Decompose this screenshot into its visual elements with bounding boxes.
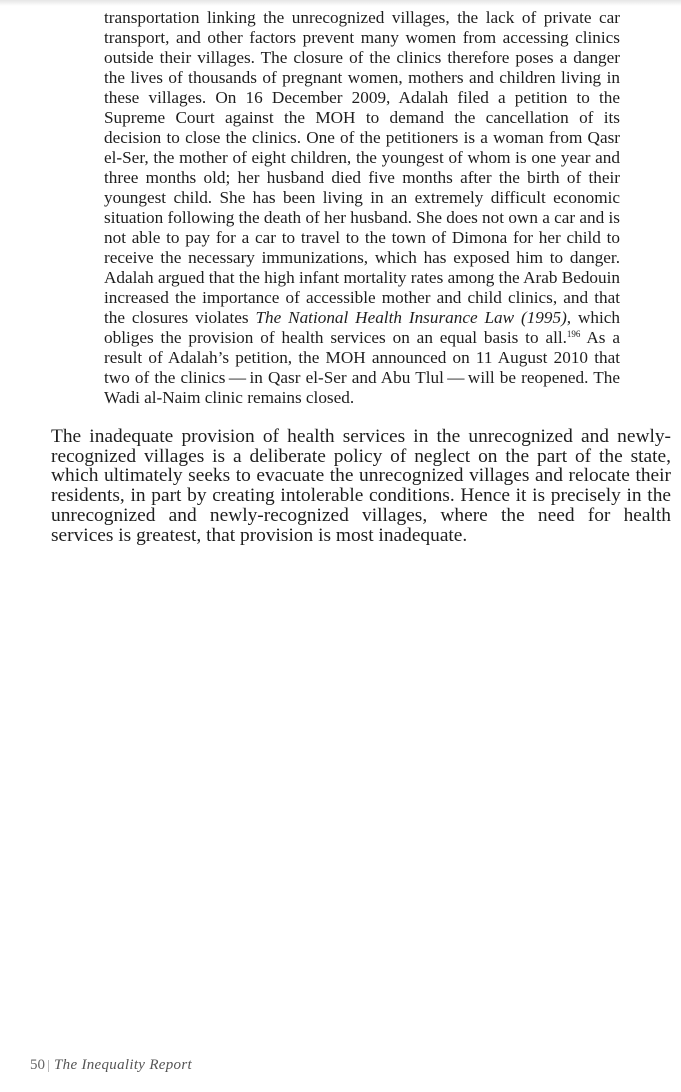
body-paragraph: The inadequate provision of health services in the unrecognized and newly-recognized villages is a deliberate policy of neglect on the part of the state, which ultimately seeks to evacuate the unrecognized villages and relocate their residents, in part by creating intolerable conditions. Hence it is precisely in the unrecognized and newly-recognized villages, where the need for health services is greatest, that provision is most inadequate. — [51, 426, 671, 546]
footnote-reference[interactable]: 196 — [566, 329, 581, 339]
page-footer — [30, 1057, 192, 1074]
case-study-text-part2: , which obliges the provision of health services on an equal basis to all. — [104, 308, 620, 347]
page-top-edge-shadow — [0, 0, 681, 6]
case-study-inset — [104, 8, 620, 408]
footer-divider — [48, 1060, 49, 1072]
case-study-text-part1: transportation linking the unrecognized villages, the lack of private car transport, and other factors prevent many women from accessing clinics outside their villages. The closure of the clinics therefore poses a danger the lives of thousands of pregnant women, mothers and children living in these villages. On 16 December 2009, Adalah filed a petition to the Supreme Court against the MOH to demand the cancellation of its decision to close the clinics. One of the petitioners is a woman from Qasr el-Ser, the mother of eight children, the youngest of whom is one year and three months old; her husband died five months after the birth of their youngest child. She has been living in an extremely difficult economic situation following the death of her husband. She does not own a car and is not able to pay for a car to travel to the town of Dimona for her child to receive the necessary immunizations, which has exposed him to danger. Adalah argued that the high infant mortality rates among the Arab Bedouin increased the importance of accessible mother and child clinics, and that the closures violates — [104, 8, 620, 327]
case-study-paragraph — [104, 8, 620, 408]
body-text — [51, 427, 671, 545]
law-title-italic: The National Health Insurance Law (1995) — [255, 308, 567, 327]
case-study-text-part3: As a result of Adalah’s petition, the MOH announced on 11 August 2010 that two of the clinics — in Qasr el-Ser and Abu Tlul — will be reopened. The Wadi al-Naim clinic remains closed. — [104, 328, 620, 407]
report-title: The Inequality Report — [54, 1057, 192, 1073]
page-number: 50 — [30, 1057, 45, 1073]
